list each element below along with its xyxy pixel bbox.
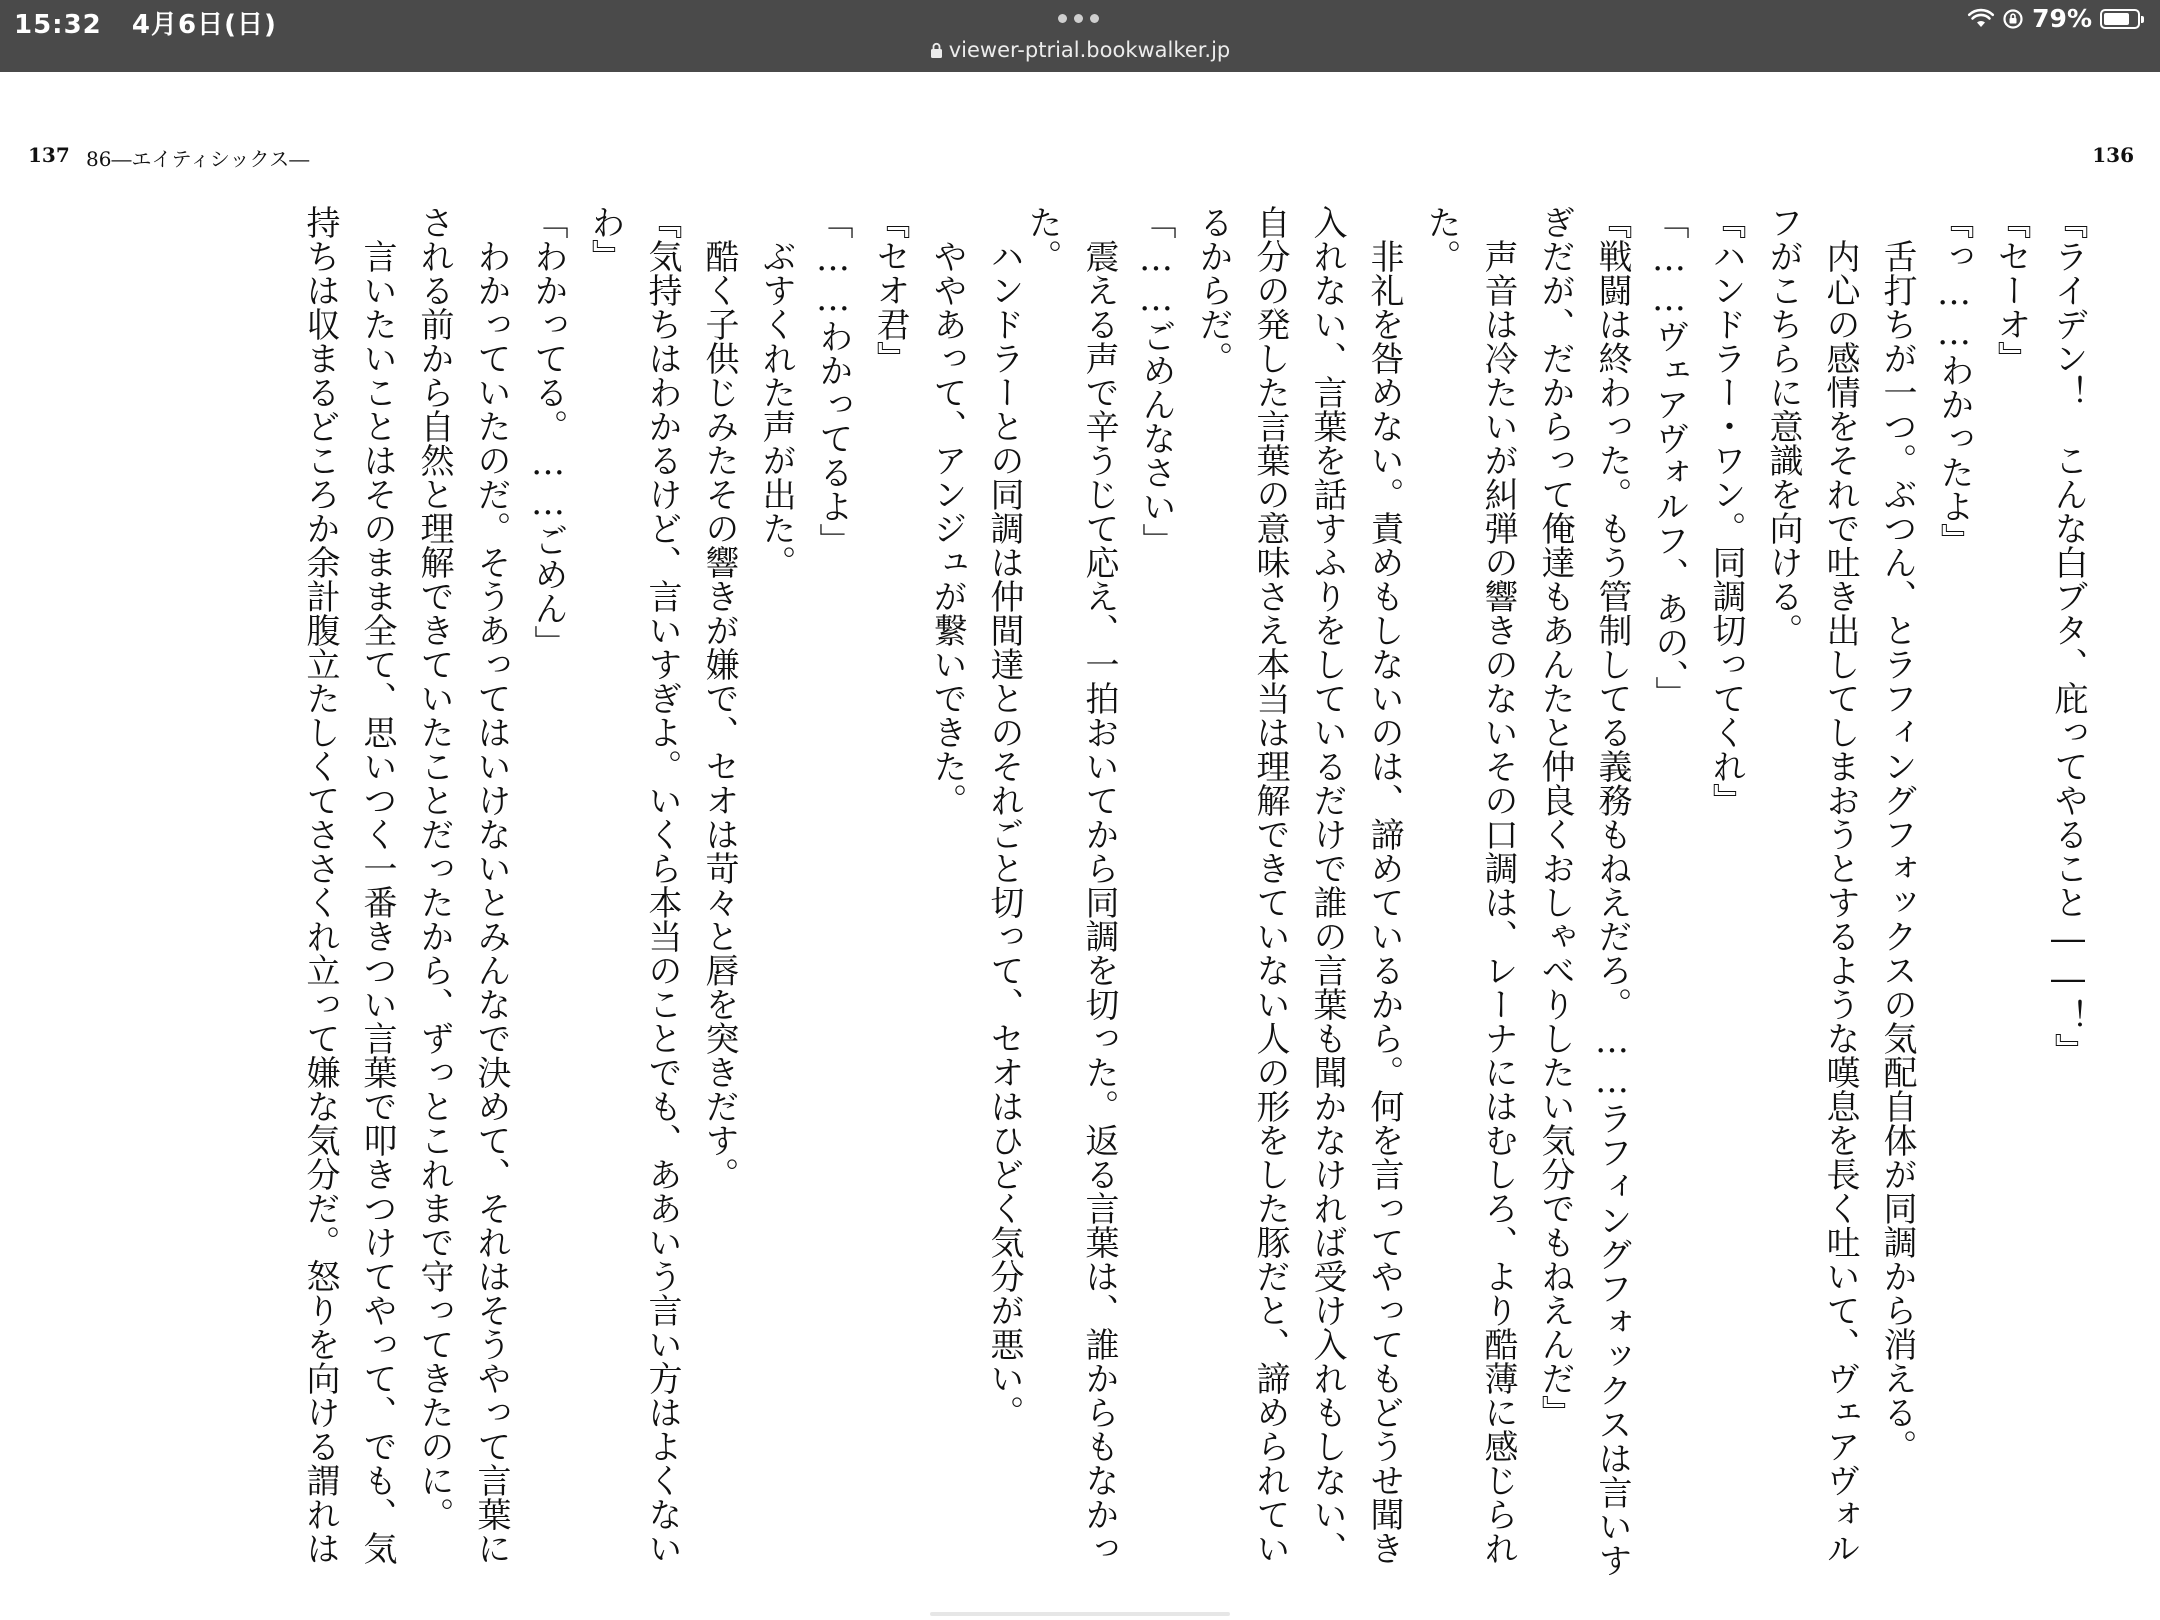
left-page-number: 137 <box>28 143 70 167</box>
text-line: 「……ごめんなさい」 <box>1136 205 1176 557</box>
battery-level-fill <box>2104 13 2129 25</box>
page-scroll-indicator <box>930 1612 1230 1616</box>
text-line: ややあって、アンジュが繋いできた。 <box>927 205 967 817</box>
text-line: わ』 <box>585 205 625 273</box>
multitask-dot <box>1074 14 1083 23</box>
text-line: ぎだが、だからって俺達もあんたと仲良くおしゃべりしたい気分でもねえんだ』 <box>1535 205 1575 1429</box>
text-line: 「……わかってるよ」 <box>813 205 853 557</box>
text-line: 舌打ちが一つ。ぶつん、とラフィングフォックスの気配自体が同調から消える。 <box>1877 205 1917 1463</box>
right-page-body <box>1022 205 2096 1577</box>
multitask-dot <box>1058 14 1067 23</box>
wifi-icon <box>1968 9 1994 29</box>
text-line: ぶすくれた声が出た。 <box>756 205 796 579</box>
battery-icon <box>2100 9 2140 29</box>
text-line: 自分の発した言葉の意味さえ本当は理解できていない人の形をした豚だと、諦められてい <box>1250 205 1290 1565</box>
clock-time: 15:32 <box>14 10 102 40</box>
status-indicators <box>1968 4 2140 33</box>
text-line: 内心の感情をそれで吐き出してしまおうとするような嘆息を長く吐いて、ヴェアヴォル <box>1820 205 1860 1565</box>
rotation-lock-icon <box>2002 8 2024 30</box>
text-line: るからだ。 <box>1193 205 1233 375</box>
text-line: 「……ヴェアヴォルフ、あの、」 <box>1649 205 1689 710</box>
text-line: 言いたいことはそのまま全て、思いつく一番きつい言葉で叩きつけてやって、でも、気 <box>357 205 397 1565</box>
text-line: た。 <box>1421 205 1461 273</box>
text-line: される前から自然と理解できていたことだったから、ずっとこれまで守ってきたのに。 <box>414 205 454 1531</box>
status-bar <box>0 0 2160 72</box>
clock-date: 4月6日(日) <box>131 10 277 40</box>
text-line: 『ライデン！ こんな白ブタ、庇ってやること――！』 <box>2048 205 2088 1067</box>
text-line: 『戦闘は終わった。もう管制してる義務もねえだろ。……ラフィングフォックスは言いす <box>1592 205 1632 1577</box>
text-line: 『っ……わかったよ』 <box>1934 205 1974 557</box>
text-line: わかっていたのだ。そうあってはいけないとみんなで決めて、それはそうやって言葉に <box>471 205 511 1565</box>
lock-icon <box>930 42 943 59</box>
text-line: 持ちは収まるどころか余計腹立たしくてささくれ立って嫌な気分だ。怒りを向ける謂れは <box>300 205 340 1565</box>
text-line: 非礼を咎めない。責めもしないのは、諦めているから。何を言ってやってもどうせ聞き <box>1364 205 1404 1565</box>
text-line: 『セーオ』 <box>1991 205 2031 375</box>
text-line: 声音は冷たいが糾弾の響きのないその口調は、レーナにはむしろ、より酷薄に感じられ <box>1478 205 1518 1565</box>
text-line: 震える声で辛うじて応え、一拍おいてから同調を切った。返る言葉は、誰からもなかっ <box>1079 205 1119 1565</box>
battery-percentage: 79% <box>2032 4 2092 33</box>
text-line: た。 <box>1022 205 1062 273</box>
text-line: 酷く子供じみたその響きが嫌で、セオは苛々と唇を突きだす。 <box>699 205 739 1191</box>
multitask-dot <box>1090 14 1099 23</box>
text-line: 『ハンドラー・ワン。同調切ってくれ』 <box>1706 205 1746 817</box>
status-time <box>14 4 277 41</box>
left-page-body <box>72 205 1032 1565</box>
right-page-number: 136 <box>2092 143 2134 167</box>
url-text: viewer-ptrial.bookwalker.jp <box>948 38 1231 62</box>
text-line: 『気持ちはわかるけど、言いすぎよ。いくら本当のことでも、ああいう言い方はよくない <box>642 205 682 1565</box>
text-line: ハンドラーとの同調は仲間達とのそれごと切って、セオはひどく気分が悪い。 <box>984 205 1024 1429</box>
running-head: 86―エイティシックス― <box>86 147 310 171</box>
text-line: 『セオ君』 <box>870 205 910 375</box>
text-line: 入れない、言葉を話すふりをしているだけで誰の言葉も聞かなければ受け入れもしない、 <box>1307 205 1347 1565</box>
multitasking-handle[interactable] <box>1058 14 1099 23</box>
text-line: フがこちらに意識を向ける。 <box>1763 205 1803 647</box>
address-bar[interactable] <box>0 38 2160 62</box>
text-line: 「わかってる。……ごめん」 <box>528 205 568 659</box>
